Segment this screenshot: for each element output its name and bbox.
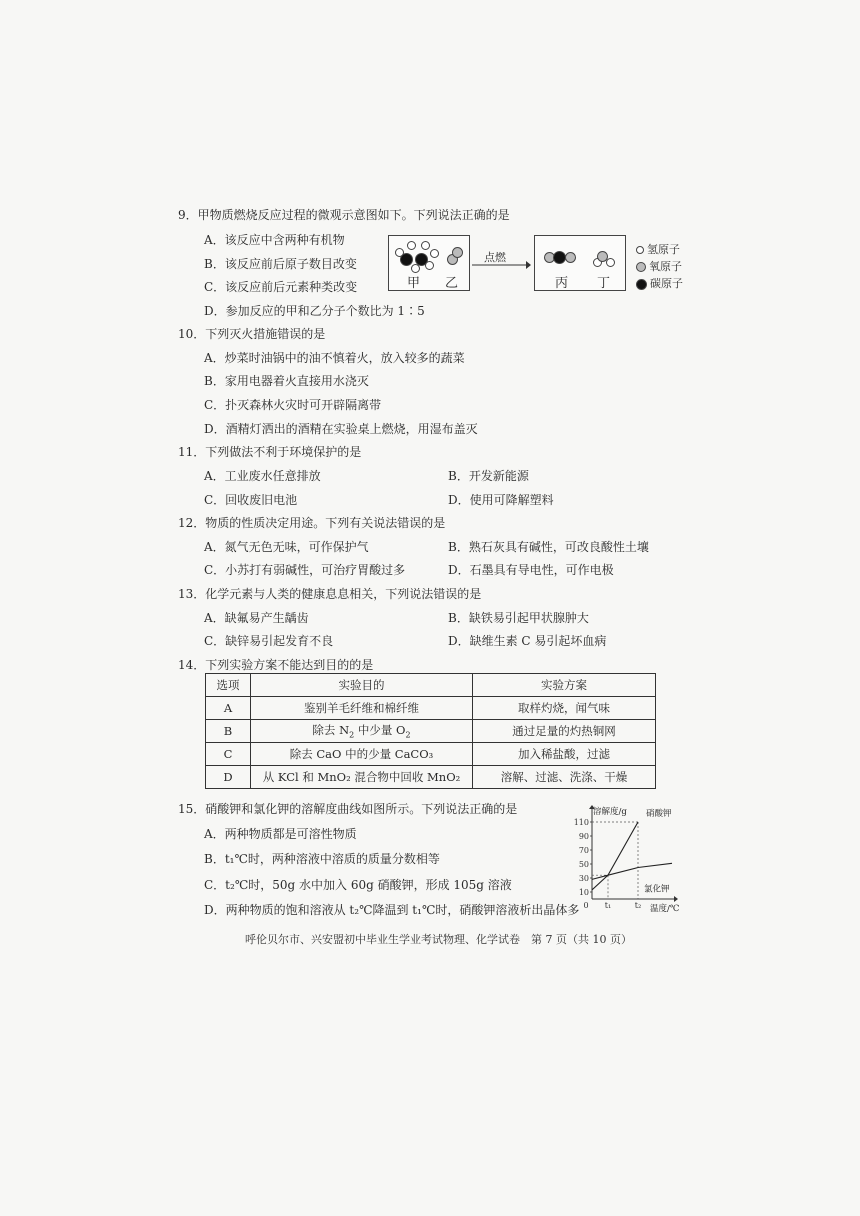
q11-option-d: D．使用可降解塑料 bbox=[448, 493, 554, 507]
q13-option-a: A．缺氟易产生龋齿 bbox=[204, 611, 309, 625]
white-circle-icon bbox=[636, 246, 644, 254]
legend-carbon bbox=[636, 275, 683, 291]
row-plan: 加入稀盐酸，过滤 bbox=[473, 743, 656, 766]
series-line-kcl-extension bbox=[638, 863, 672, 867]
q15-option-d: D．两种物质的饱和溶液从 t₂℃降温到 t₁℃时，硝酸钾溶液析出晶体多 bbox=[204, 903, 580, 917]
x-tick-label: 0 bbox=[583, 901, 589, 910]
q13-option-d: D．缺维生素 C 易引起坏血病 bbox=[448, 634, 607, 648]
reactant-box bbox=[388, 235, 470, 291]
q11-option-a: A．工业废水任意排放 bbox=[204, 469, 321, 483]
question-10-stem: 10．下列灭火措施错误的是 bbox=[178, 327, 326, 341]
q10-option-a: A．炒菜时油锅中的油不慎着火，放入较多的蔬菜 bbox=[204, 351, 465, 365]
header-plan: 实验方案 bbox=[473, 674, 656, 697]
legend-oxygen bbox=[636, 258, 682, 274]
label-bing: 丙 bbox=[555, 276, 569, 291]
legend-carbon-label: 碳原子 bbox=[650, 277, 683, 290]
q15-option-b: B．t₁℃时，两种溶液中溶质的质量分数相等 bbox=[204, 852, 440, 866]
row-purpose: 鉴别羊毛纤维和棉纤维 bbox=[251, 697, 473, 720]
x-tick-label: t₁ bbox=[604, 901, 612, 910]
row-purpose: 除去 $N_2$ 中少量 $O_2$ bbox=[251, 720, 473, 743]
question-9-stem: 9．甲物质燃烧反应过程的微观示意图如下。下列说法正确的是 bbox=[178, 208, 510, 222]
q10-option-c: C．扑灭森林火灾时可开辟隔离带 bbox=[204, 398, 382, 412]
q13-option-b: B．缺铁易引起甲状腺肿大 bbox=[448, 611, 589, 625]
q11-option-b: B．开发新能源 bbox=[448, 469, 529, 483]
q13-option-c: C．缺锌易引起发育不良 bbox=[204, 634, 334, 648]
row-plan: 溶解、过滤、洗涤、干燥 bbox=[473, 766, 656, 789]
y-tick-label: 50 bbox=[578, 860, 589, 869]
q12-option-a: A．氮气无色无味，可作保护气 bbox=[204, 540, 369, 554]
row-purpose: 从 KCl 和 MnO₂ 混合物中回收 MnO₂ bbox=[251, 766, 473, 789]
y-tick-label: 70 bbox=[578, 846, 589, 855]
x-axis-label: 温度/℃ bbox=[650, 904, 680, 914]
row-option: B bbox=[206, 720, 251, 743]
series-line-kcl bbox=[592, 868, 638, 880]
row-option: A bbox=[206, 697, 251, 720]
question-12-stem: 12．物质的性质决定用途。下列有关说法错误的是 bbox=[178, 516, 446, 530]
reaction-arrow-icon bbox=[470, 260, 532, 270]
q12-option-c: C．小苏打有弱碱性，可治疗胃酸过多 bbox=[204, 563, 406, 577]
table-row bbox=[206, 743, 656, 766]
q11-option-c: C．回收废旧电池 bbox=[204, 493, 298, 507]
solubility-chart bbox=[562, 802, 690, 918]
series-label-kno3: 硝酸钾 bbox=[646, 809, 672, 819]
legend-hydrogen bbox=[636, 241, 680, 257]
x-tick-label: t₂ bbox=[634, 901, 642, 910]
row-plan: 取样灼烧，闻气味 bbox=[473, 697, 656, 720]
experiment-table bbox=[205, 673, 656, 789]
gray-circle-icon bbox=[636, 262, 646, 272]
product-box bbox=[534, 235, 626, 291]
q10-option-d: D．酒精灯洒出的酒精在实验桌上燃烧，用湿布盖灭 bbox=[204, 422, 478, 436]
black-circle-icon bbox=[636, 279, 647, 290]
y-tick-label: 90 bbox=[578, 832, 589, 841]
table-row bbox=[206, 766, 656, 789]
row-plan: 通过足量的灼热铜网 bbox=[473, 720, 656, 743]
series-label-kcl: 氯化钾 bbox=[644, 884, 670, 895]
label-yi: 乙 bbox=[445, 276, 459, 291]
row-option: D bbox=[206, 766, 251, 789]
header-option: 选项 bbox=[206, 674, 251, 697]
q15-option-c: C．t₂℃时，50g 水中加入 60g 硝酸钾，形成 105g 溶液 bbox=[204, 878, 512, 892]
y-tick-label: 30 bbox=[578, 874, 589, 883]
y-tick-label: 10 bbox=[578, 888, 589, 897]
q9-option-b: B．该反应前后原子数目改变 bbox=[204, 257, 357, 271]
table-header-row bbox=[206, 674, 656, 697]
q9-option-d: D．参加反应的甲和乙分子个数比为 1∶5 bbox=[204, 304, 425, 318]
header-purpose: 实验目的 bbox=[251, 674, 473, 697]
question-14-stem: 14．下列实验方案不能达到目的的是 bbox=[178, 658, 374, 672]
question-15-stem: 15．硝酸钾和氯化钾的溶解度曲线如图所示。下列说法正确的是 bbox=[178, 802, 518, 816]
table-row bbox=[206, 720, 656, 743]
legend-oxygen-label: 氧原子 bbox=[649, 260, 682, 273]
x-axis-arrow-icon bbox=[674, 896, 678, 902]
reaction-condition: 点燃 bbox=[484, 251, 506, 264]
row-option: C bbox=[206, 743, 251, 766]
q12-option-d: D．石墨具有导电性，可作电极 bbox=[448, 563, 614, 577]
q9-option-c: C．该反应前后元素种类改变 bbox=[204, 280, 358, 294]
y-tick-label: 110 bbox=[573, 818, 589, 827]
y-axis-label: 溶解度/g bbox=[593, 807, 627, 817]
series-line-kno3 bbox=[592, 822, 638, 890]
row-purpose: 除去 CaO 中的少量 CaCO₃ bbox=[251, 743, 473, 766]
question-11-stem: 11．下列做法不利于环境保护的是 bbox=[178, 445, 362, 459]
question-13-stem: 13．化学元素与人类的健康息息相关，下列说法错误的是 bbox=[178, 587, 482, 601]
label-ding: 丁 bbox=[597, 276, 611, 291]
q10-option-b: B．家用电器着火直接用水浇灭 bbox=[204, 374, 369, 388]
table-row bbox=[206, 697, 656, 720]
label-jia: 甲 bbox=[407, 276, 421, 291]
q15-option-a: A．两种物质都是可溶性物质 bbox=[204, 827, 357, 841]
q9-option-a: A．该反应中含两种有机物 bbox=[204, 233, 345, 247]
page-footer: 呼伦贝尔市、兴安盟初中毕业生学业考试物理、化学试卷 第 7 页（共 10 页） bbox=[245, 933, 632, 946]
legend-hydrogen-label: 氢原子 bbox=[647, 243, 680, 256]
q12-option-b: B．熟石灰具有碱性，可改良酸性土壤 bbox=[448, 540, 649, 554]
